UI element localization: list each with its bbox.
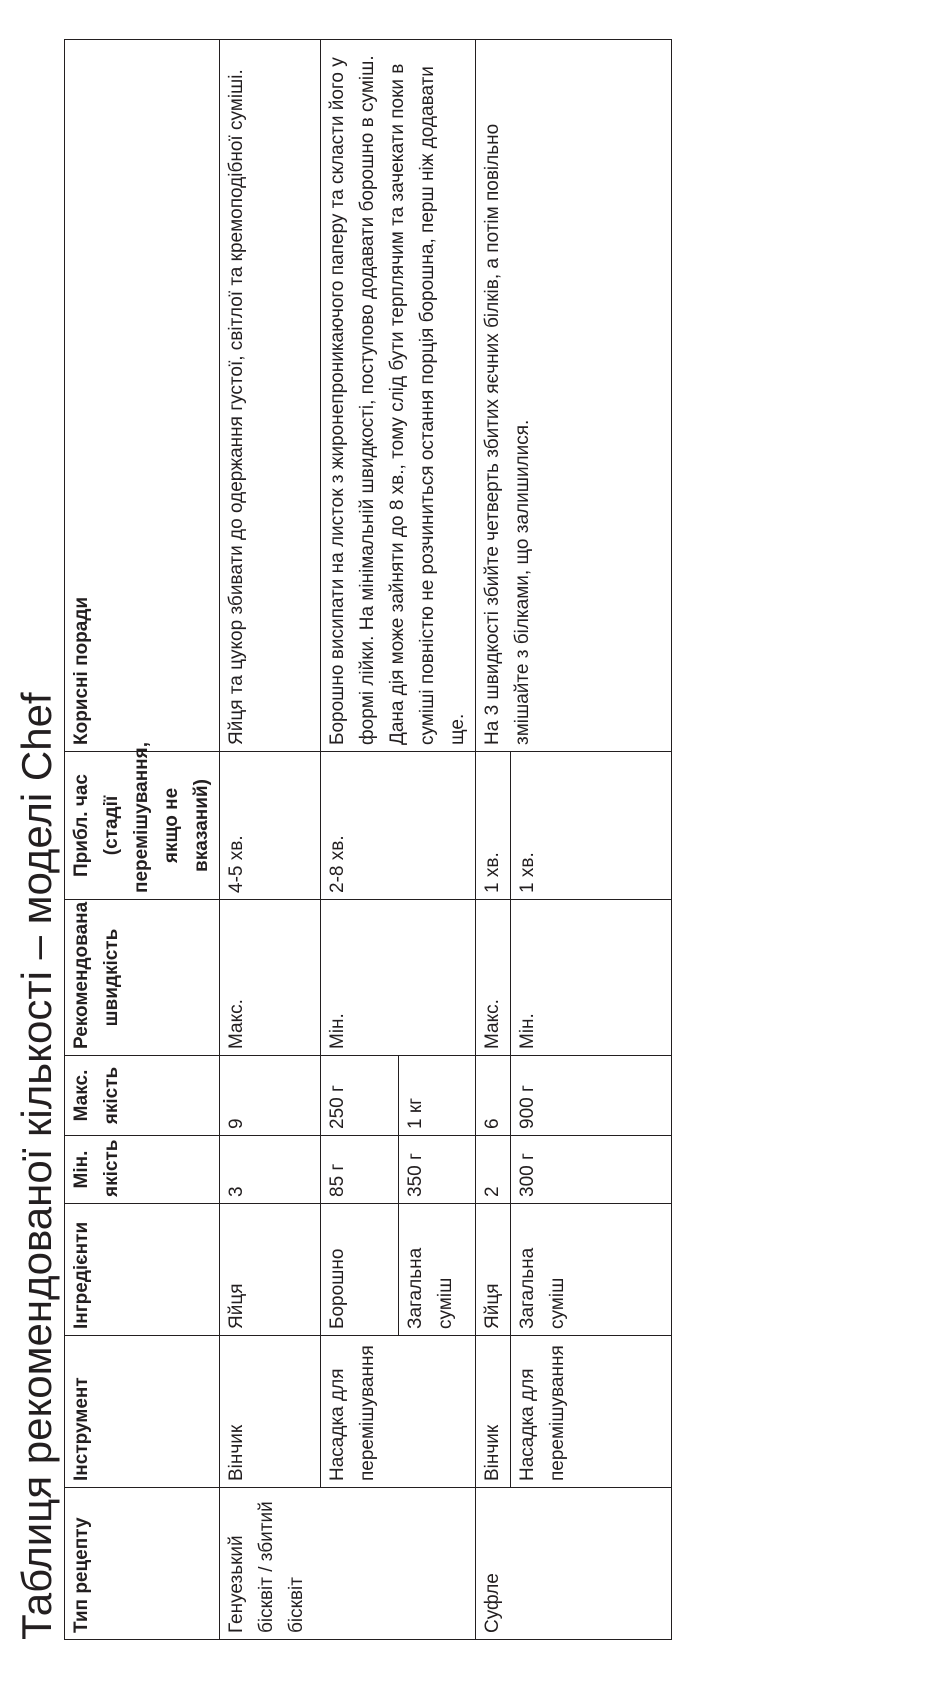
speed-cell: Макс. [220, 900, 321, 1056]
header-time: Прибл. час (стадії перемішування, якщо не вказаний) [65, 752, 220, 900]
min-qty-cell: 85 г [321, 1136, 399, 1204]
tool-cell: Вінчик [220, 1336, 321, 1488]
ingredients-cell: Загальна суміш [511, 1204, 672, 1336]
ingredients-cell: Борошно [321, 1204, 399, 1336]
tips-cell: Яйця та цукор збивати до одержання густої, світлої та кремоподібної суміші. [220, 40, 321, 752]
header-tool: Інструмент [65, 1336, 220, 1488]
tool-cell: Насадка для перемішування [321, 1336, 476, 1488]
min-qty-cell: 300 г [511, 1136, 672, 1204]
table-row [321, 40, 399, 1640]
ingredients-cell: Загальна суміш [398, 1204, 476, 1336]
header-ingredients: Інгредієнти [65, 1204, 220, 1336]
header-min-qty: Мін. якість [65, 1136, 220, 1204]
header-recipe: Тип рецепту [65, 1488, 220, 1640]
table-row [476, 40, 511, 1640]
speed-cell: Мін. [511, 900, 672, 1056]
page-title: Таблиця рекомендованої кількості – моделі Chef [13, 692, 60, 1640]
tips-cell: На 3 швидкості збийте четверть збитих яєчних білків, а потім повільно змішайте з білками, що залишилися. [476, 40, 672, 752]
max-qty-cell: 6 [476, 1056, 511, 1136]
tool-cell: Насадка для перемішування [511, 1336, 672, 1488]
time-cell: 1 хв. [511, 752, 672, 900]
header-max-qty: Макс. якість [65, 1056, 220, 1136]
table-row [220, 40, 321, 1640]
time-cell: 4-5 хв. [220, 752, 321, 900]
time-cell: 1 хв. [476, 752, 511, 900]
max-qty-cell: 900 г [511, 1056, 672, 1136]
recipe-cell: Генуезький бісквіт / збитий бісквіт [220, 1488, 476, 1640]
time-cell: 2-8 хв. [321, 752, 476, 900]
speed-cell: Макс. [476, 900, 511, 1056]
max-qty-cell: 1 кг [398, 1056, 476, 1136]
ingredients-cell: Яйця [476, 1204, 511, 1336]
tool-cell: Вінчик [476, 1336, 511, 1488]
min-qty-cell: 3 [220, 1136, 321, 1204]
max-qty-cell: 250 г [321, 1056, 399, 1136]
ingredients-cell: Яйця [220, 1204, 321, 1336]
speed-cell: Мін. [321, 900, 476, 1056]
recipe-cell: Суфле [476, 1488, 672, 1640]
min-qty-cell: 350 г [398, 1136, 476, 1204]
min-qty-cell: 2 [476, 1136, 511, 1204]
header-speed: Рекомендована швидкість [65, 900, 220, 1056]
table-header-row [65, 40, 220, 1640]
recommended-quantities-table [64, 39, 672, 1640]
tips-cell: Борошно висипати на листок з жиронепроникаючого паперу та скласти його у формі лійки. На мінімальній швидкості, поступово додавати борошно в суміш. Дана дія може зайняти до 8 хв., тому слід бути терплячим та зачекати поки в суміші повністю не розчиниться остання порція борошна, перш ніж додавати ще. [321, 40, 476, 752]
max-qty-cell: 9 [220, 1056, 321, 1136]
header-tips: Корисні поради [65, 40, 220, 752]
